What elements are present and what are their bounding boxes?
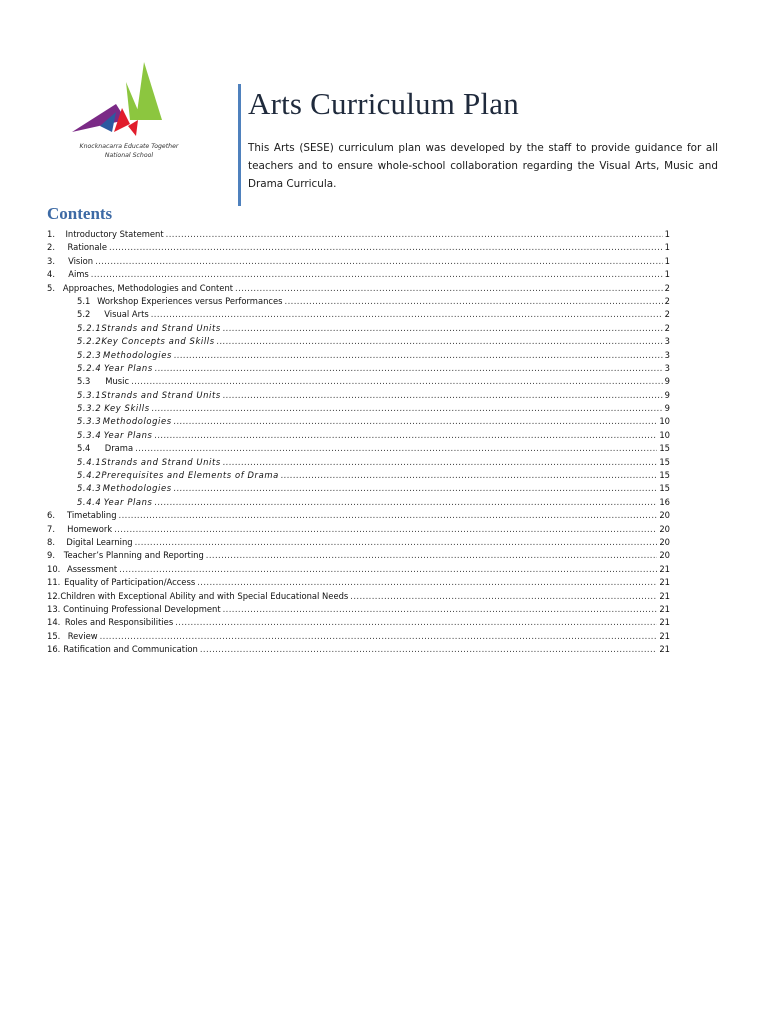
toc-entry-label: Ratification and Communication: [63, 644, 198, 655]
toc-leader-dots: [206, 549, 658, 562]
toc-entry-page: 2: [664, 282, 670, 293]
toc-entry-page: 21: [659, 617, 670, 628]
toc-entry-label: Vision: [68, 255, 94, 266]
toc-entry-label: Equality of Participation/Access: [64, 577, 196, 588]
toc-leader-dots: [235, 282, 663, 295]
toc-entry-number: 10.: [47, 563, 61, 574]
toc-entry[interactable]: [47, 362, 670, 375]
toc-leader-dots: [114, 523, 657, 536]
toc-entry-label: Key Concepts and Skills: [101, 336, 215, 347]
toc-entry-number: 13.: [47, 603, 61, 614]
toc-entry-page: 15: [659, 483, 670, 494]
toc-entry[interactable]: [47, 415, 670, 428]
toc-entry-number: 2.: [47, 242, 55, 253]
intro-paragraph: This Arts (SESE) curriculum plan was developed by the staff to provide guidance for all teachers and to ensure whole-school collaboration regarding the Visual Arts, Music and Drama Curricula.: [248, 142, 718, 190]
toc-entry-number: 1.: [47, 229, 55, 239]
toc-entry-page: 21: [659, 577, 670, 588]
school-logo-text: [64, 142, 194, 160]
toc-entry[interactable]: [47, 389, 670, 402]
toc-entry-page: 20: [659, 510, 670, 521]
toc-entry[interactable]: [47, 456, 670, 469]
toc-entry-label: Roles and Responsibilities: [64, 617, 174, 628]
toc-entry[interactable]: [47, 616, 670, 629]
toc-entry-page: 15: [659, 470, 670, 481]
toc-entry-page: 21: [659, 603, 670, 614]
school-logo-icon: [64, 62, 194, 142]
toc-entry-label: Aims: [68, 269, 89, 280]
toc-entry-page: 3: [664, 336, 670, 347]
toc-entry[interactable]: [47, 402, 670, 415]
toc-entry-label: Introductory Statement: [65, 229, 164, 239]
toc-entry-number: 5.3.2: [77, 403, 102, 414]
toc-entry-number: 7.: [47, 523, 55, 534]
toc-entry-label: Music: [105, 376, 130, 387]
toc-entry-label: Strands and Strand Units: [101, 389, 221, 400]
toc-leader-dots: [135, 536, 658, 549]
toc-entry-label: Digital Learning: [66, 536, 133, 547]
toc-entry-page: 1: [664, 242, 670, 253]
toc-entry-page: 20: [659, 536, 670, 547]
toc-leader-dots: [200, 643, 657, 656]
toc-entry-page: 10: [659, 429, 670, 440]
school-logo: [64, 62, 194, 172]
toc-entry[interactable]: [47, 308, 670, 321]
toc-leader-dots: [223, 456, 657, 469]
toc-entry-label: Drama: [104, 443, 134, 454]
toc-entry-number: 5.4.2: [77, 470, 102, 481]
toc-entry-number: 5.4.1: [77, 456, 102, 467]
toc-leader-dots: [174, 482, 658, 495]
toc-entry-number: 9.: [47, 550, 55, 561]
toc-entry-label: Year Plans: [104, 362, 153, 373]
toc-entry-page: 21: [659, 563, 670, 574]
toc-entry-label: Prerequisites and Elements of Drama: [101, 470, 279, 481]
toc-entry-page: 1: [664, 229, 670, 239]
toc-entry[interactable]: [47, 630, 670, 643]
toc-entry-page: 2: [664, 295, 670, 306]
toc-entry-label: Rationale: [67, 242, 107, 253]
toc-entry-number: 5.2.1: [77, 322, 102, 333]
toc-leader-dots: [109, 241, 663, 254]
toc-entry[interactable]: [47, 563, 670, 576]
toc-entry[interactable]: [47, 375, 670, 388]
toc-entry-page: 21: [659, 630, 670, 641]
toc-entry-label: Review: [67, 630, 98, 641]
toc-entry[interactable]: [47, 295, 670, 308]
toc-entry-label: Homework: [67, 523, 113, 534]
toc-entry-page: 1: [664, 255, 670, 266]
toc-entry-page: 3: [664, 362, 670, 373]
toc-entry-page: 21: [659, 590, 670, 601]
toc-leader-dots: [174, 349, 663, 362]
toc-entry-number: 4.: [47, 269, 55, 280]
toc-leader-dots: [131, 375, 663, 388]
toc-entry[interactable]: [47, 536, 670, 549]
toc-entry[interactable]: [47, 442, 670, 455]
toc-entry-number: 5.4.3: [77, 483, 102, 494]
logo-line-1: Knocknacarra Educate Together: [79, 143, 179, 150]
toc-leader-dots: [155, 362, 663, 375]
toc-entry-page: 1: [664, 269, 670, 280]
toc-entry-label: Assessment: [66, 563, 118, 574]
toc-leader-dots: [119, 509, 658, 522]
toc-entry-label: Key Skills: [104, 403, 150, 414]
toc-entry-label: Approaches, Methodologies and Content: [62, 282, 234, 293]
toc-entry-number: 15.: [47, 630, 61, 641]
toc-entry-number: 5.3.1: [77, 389, 102, 400]
toc-entry-page: 20: [659, 523, 670, 534]
toc-entry-label: Methodologies: [103, 349, 172, 360]
toc-leader-dots: [197, 576, 657, 589]
toc-entry-number: 11.: [47, 577, 61, 588]
toc-entry-label: Year Plans: [103, 429, 153, 440]
toc-entry-page: 9: [664, 376, 670, 387]
table-of-contents: [47, 228, 670, 657]
toc-entry[interactable]: [47, 322, 670, 335]
toc-leader-dots: [155, 429, 658, 442]
toc-entry[interactable]: [47, 429, 670, 442]
toc-entry[interactable]: [47, 509, 670, 522]
toc-entry[interactable]: [47, 603, 670, 616]
toc-entry-number: 5.2.4: [77, 362, 102, 373]
toc-entry-number: 12.: [47, 590, 61, 601]
toc-entry[interactable]: [47, 241, 670, 254]
toc-entry-number: 5.3: [77, 376, 91, 387]
toc-leader-dots: [152, 402, 663, 415]
toc-entry-number: 5.3.3: [77, 416, 102, 427]
toc-entry[interactable]: [47, 228, 670, 241]
toc-entry-number: 14.: [47, 617, 61, 628]
toc-entry[interactable]: [47, 469, 670, 482]
toc-leader-dots: [166, 228, 663, 241]
toc-leader-dots: [285, 295, 663, 308]
toc-leader-dots: [174, 415, 658, 428]
toc-entry-number: 5.2: [77, 309, 91, 320]
toc-entry-label: Strands and Strand Units: [101, 322, 221, 333]
toc-leader-dots: [135, 442, 657, 455]
toc-entry-number: 5.3.4: [77, 429, 102, 440]
toc-entry-label: Workshop Experiences versus Performances: [97, 295, 283, 306]
toc-entry[interactable]: [47, 576, 670, 589]
toc-leader-dots: [119, 563, 657, 576]
toc-entry-label: Methodologies: [102, 483, 172, 494]
toc-leader-dots: [223, 603, 658, 616]
toc-entry[interactable]: [47, 482, 670, 495]
toc-entry[interactable]: [47, 549, 670, 562]
toc-entry-number: 6.: [47, 510, 55, 521]
toc-entry-label: Continuing Professional Development: [63, 603, 221, 614]
toc-entry-page: 2: [664, 322, 670, 333]
toc-entry-page: 15: [659, 443, 670, 454]
toc-leader-dots: [175, 616, 657, 629]
toc-leader-dots: [95, 255, 663, 268]
toc-entry[interactable]: [47, 523, 670, 536]
toc-entry-number: 5.4.4: [77, 496, 102, 507]
toc-entry-number: 5.4: [77, 443, 91, 454]
toc-entry-label: Strands and Strand Units: [101, 456, 221, 467]
toc-leader-dots: [151, 308, 663, 321]
toc-entry-number: 8.: [47, 536, 55, 547]
toc-entry-number: 5.1: [77, 295, 91, 306]
toc-entry-label: Visual Arts: [104, 309, 149, 320]
toc-entry-number: 5.: [47, 282, 55, 293]
toc-entry-page: 15: [659, 456, 670, 467]
toc-entry-page: 3: [664, 349, 670, 360]
toc-entry[interactable]: [47, 590, 670, 603]
toc-entry-label: Methodologies: [102, 416, 172, 427]
toc-leader-dots: [223, 322, 663, 335]
toc-entry-page: 2: [664, 309, 670, 320]
toc-entry[interactable]: [47, 643, 670, 656]
toc-entry[interactable]: [47, 268, 670, 281]
toc-leader-dots: [91, 268, 663, 281]
page-title: Arts Curriculum Plan: [248, 86, 519, 121]
toc-entry-label: Year Plans: [103, 496, 153, 507]
toc-leader-dots: [217, 335, 663, 348]
toc-entry-label: Children with Exceptional Ability and with Special Educational Needs: [60, 590, 349, 601]
toc-leader-dots: [223, 389, 663, 402]
toc-leader-dots: [350, 590, 657, 603]
toc-entry-number: 5.2.3: [77, 349, 102, 360]
toc-entry-page: 9: [664, 403, 670, 414]
toc-entry[interactable]: [47, 349, 670, 362]
toc-entry[interactable]: [47, 335, 670, 348]
toc-entry-page: 20: [659, 550, 670, 561]
toc-entry-label: Teacher’s Planning and Reporting: [63, 550, 204, 561]
toc-entry-number: 16.: [47, 644, 61, 655]
toc-entry-number: 3.: [47, 255, 55, 266]
logo-line-2: National School: [104, 152, 154, 159]
toc-entry-page: 9: [664, 389, 670, 400]
toc-entry[interactable]: [47, 282, 670, 295]
toc-entry-page: 16: [659, 496, 670, 507]
toc-leader-dots: [100, 630, 658, 643]
toc-leader-dots: [281, 469, 658, 482]
contents-heading: Contents: [47, 204, 113, 223]
toc-entry-page: 21: [659, 644, 670, 655]
toc-entry-label: Timetabling: [67, 510, 117, 521]
toc-entry[interactable]: [47, 255, 670, 268]
toc-entry[interactable]: [47, 496, 670, 509]
toc-entry-number: 5.2.2: [77, 336, 102, 347]
toc-entry-page: 10: [659, 416, 670, 427]
title-accent-bar: [238, 84, 241, 206]
toc-leader-dots: [155, 496, 658, 509]
